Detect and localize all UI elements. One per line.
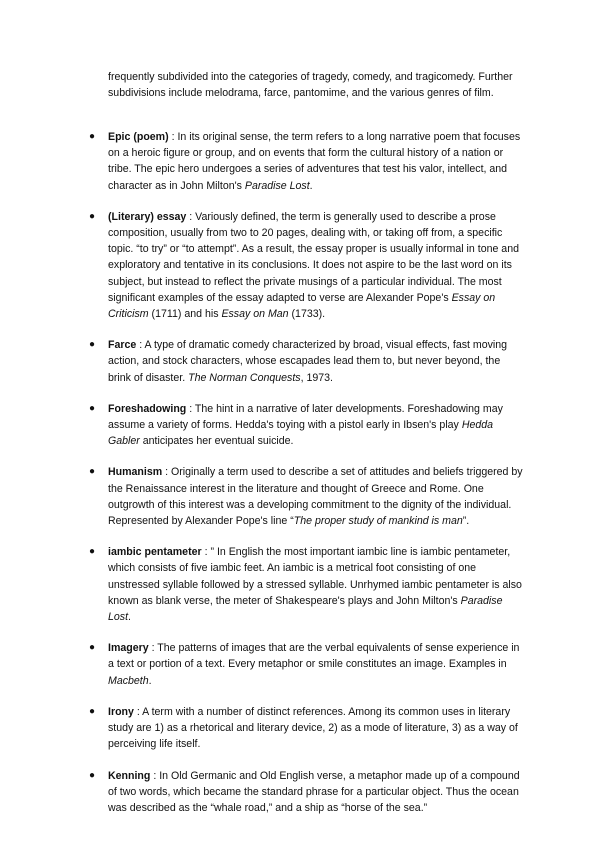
glossary-entry-humanism <box>0 464 600 529</box>
glossary-entry-foreshadowing <box>0 401 600 450</box>
entry-text <box>108 209 526 322</box>
continuation-paragraph: frequently subdivided into the categories of tragedy, comedy, and tragicomedy. Further subdivisions include melodrama, farce, pantomime, and the various genres of film. <box>108 71 513 100</box>
definition-text: . <box>128 611 131 624</box>
glossary-entry-epic <box>0 129 600 194</box>
definition-text: , 1973. <box>300 371 333 384</box>
definition-italic: The Norman Conquests <box>188 371 301 384</box>
glossary-list <box>0 129 600 831</box>
definition-text: ”. <box>462 515 470 528</box>
entry-separator: : <box>186 402 195 415</box>
glossary-entry-imagery <box>0 640 600 689</box>
entry-term: Irony <box>108 705 134 718</box>
entry-text <box>108 640 526 689</box>
entry-separator: : <box>150 769 160 782</box>
definition-italic: Essay on Criticism <box>108 291 496 321</box>
glossary-entry-essay <box>0 209 600 322</box>
definition-text: In its original sense, the term refers to a long narrative poem that focuses on a heroic figure or group, and on events that form the cultural history of a nation or tribe. The epic hero undergoes a series of adventures that test his valor, intellect, and character as in John Milton's <box>108 131 521 192</box>
glossary-entry-irony <box>0 704 600 753</box>
bullet-icon: ● <box>89 546 96 558</box>
entry-text <box>108 401 526 450</box>
definition-italic: The proper study of mankind is man <box>293 515 463 528</box>
entry-term: Humanism <box>108 466 163 479</box>
entry-separator: : <box>201 546 211 559</box>
definition-italic: Paradise Lost <box>244 179 310 192</box>
entry-term: iambic pentameter <box>108 546 202 559</box>
bullet-icon: ● <box>89 705 96 717</box>
definition-text: . <box>309 179 313 192</box>
entry-definition <box>108 211 519 320</box>
definition-text: (1711) and his <box>148 308 222 321</box>
definition-text: ” In English the most important iambic line is iambic pentameter, which consists of five iambic feet. An iambic is a metrical foot consisting of one unstressed syllable followed by a stressed syllable. Unrhymed iambic pentameter is also known as blank verse, the meter of Shakespeare's plays and John Milton's <box>108 546 522 607</box>
bullet-icon: ● <box>89 210 96 222</box>
glossary-entry-farce <box>0 337 600 386</box>
definition-italic: Paradise Lost <box>108 594 503 624</box>
entry-text <box>108 544 526 625</box>
entry-definition <box>108 642 519 686</box>
definition-text: The patterns of images that are the verbal equivalents of sense experience in a text or portion of a text. Every metaphor or smile constitutes an image. Examples in <box>108 642 520 671</box>
bullet-icon: ● <box>89 642 96 654</box>
definition-text: In Old Germanic and Old English verse, a metaphor made up of a compound of two words, which became the standard phrase for a particular object. Thus the ocean was described as the “whale road,” and a ship as “horse of the sea.” <box>108 769 520 814</box>
definition-text: A term with a number of distinct references. Among its common uses in literary study are 1) as a rhetorical and literary device, 2) as a mode of literature, 3) as a way of perceiving life itself. <box>108 705 518 751</box>
entry-separator: : <box>133 705 143 718</box>
bullet-icon: ● <box>89 466 96 478</box>
entry-term: Imagery <box>108 642 149 655</box>
definition-text: Originally a term used to describe a set of attitudes and beliefs triggered by the Renaissance interest in the literature and thought of Greece and Rome. One outgrowth of this interest was a developing commitment to the dignity of the individual. Represented by Alexander Pope's line “ <box>108 466 523 528</box>
entry-text <box>108 337 526 386</box>
bullet-icon: ● <box>89 769 96 781</box>
definition-text: A type of dramatic comedy characterized by broad, visual effects, fast moving action, and stock characters, whose escapades lead them to, but never beyond, the brink of disaster. <box>108 339 508 384</box>
entry-definition <box>108 770 520 814</box>
entry-separator: : <box>186 210 196 223</box>
definition-italic: Essay on Man <box>221 308 289 321</box>
entry-term: Epic (poem) <box>108 131 169 143</box>
definition-text: . <box>148 674 152 687</box>
entry-definition <box>108 339 507 383</box>
bullet-icon: ● <box>89 131 96 142</box>
glossary-entry-kenning <box>0 768 600 817</box>
entry-text <box>108 768 526 817</box>
definition-italic: Hedda Gabler <box>108 419 494 448</box>
definition-text: The hint in a narrative of later developments. Foreshadowing may assume a variety of forms. Hedda's toying with a pistol early in Ibsen's play <box>108 402 503 432</box>
entry-term: Kenning <box>108 769 151 782</box>
definition-text: anticipates her eventual suicide. <box>139 435 294 448</box>
entry-separator: : <box>136 339 145 352</box>
entry-text <box>108 464 526 529</box>
bullet-icon: ● <box>89 339 96 351</box>
definition-italic: Macbeth <box>108 674 149 687</box>
entry-separator: : <box>148 642 158 655</box>
entry-term: Foreshadowing <box>108 402 187 415</box>
entry-separator: : <box>168 131 178 143</box>
entry-definition <box>108 706 518 750</box>
entry-definition <box>108 466 523 527</box>
definition-text: (1733). <box>288 308 326 321</box>
entry-term: (Literary) essay <box>108 210 187 223</box>
definition-text: Variously defined, the term is generally used to describe a prose composition, usually from two to 20 pages, dealing with, or taking off from, a specific topic. “to try” or “to attempt”. As a result, the essay proper is usually informal in tone and exploratory and tentative in its conclusions. It does not aspire to be the last word on its subject, but instead to reflect the private musings of a particular individual. The most significant examples of the essay adapted to verse are Alexander Pope's <box>108 210 519 304</box>
entry-term: Farce <box>108 339 137 352</box>
entry-text <box>108 129 526 194</box>
glossary-entry-iambic-pentameter <box>0 544 600 625</box>
entry-text <box>108 704 526 753</box>
entry-separator: : <box>162 466 172 479</box>
bullet-icon: ● <box>89 402 96 414</box>
